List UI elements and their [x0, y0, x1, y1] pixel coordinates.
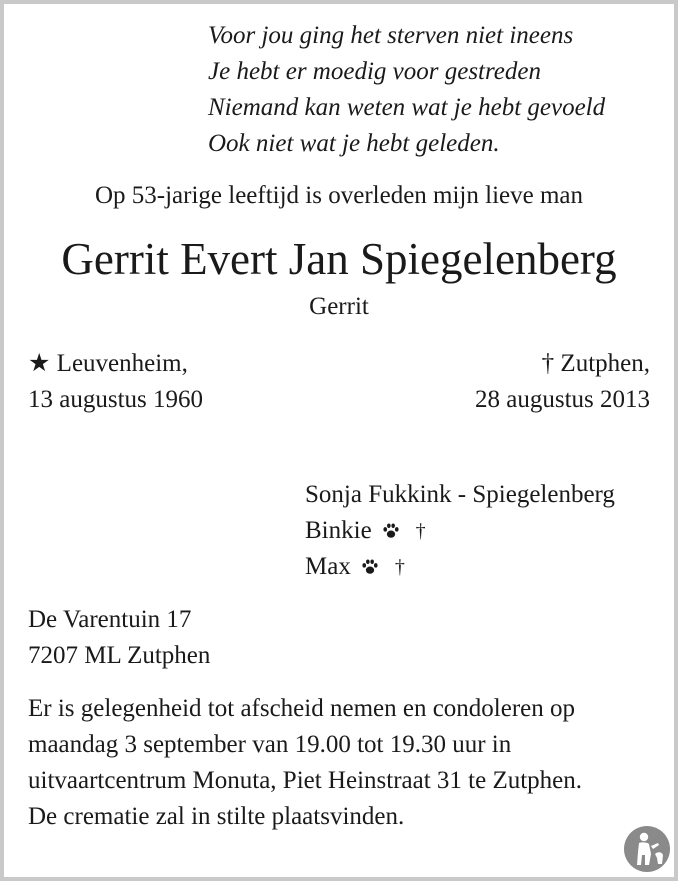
death-info — [475, 346, 650, 418]
intro-text: Op 53-jarige leeftijd is overleden mijn lieve man — [94, 182, 584, 209]
pet-name: Binkie — [305, 517, 372, 544]
address-city: 7207 ML Zutphen — [28, 642, 211, 669]
address-street: De Varentuin 17 — [28, 606, 192, 633]
death-date: 28 augustus 2013 — [475, 386, 650, 413]
paw-icon — [361, 558, 379, 576]
notice-line: maandag 3 september van 19.00 tot 19.30 uur in — [28, 731, 512, 758]
pet-row — [305, 513, 615, 549]
notice-line: uitvaartcentrum Monuta, Piet Heinstraat 31 te Zutphen. — [28, 767, 583, 794]
star-icon: ★ — [28, 350, 51, 377]
poem-line: Je hebt er moedig voor gestreden — [208, 58, 541, 85]
pet-row — [305, 549, 615, 585]
pet-name: Max — [305, 553, 351, 580]
poem-line: Voor jou ging het sterven niet ineens — [208, 22, 574, 49]
death-place: Zutphen, — [560, 350, 650, 377]
birth-place: Leuvenheim, — [56, 350, 188, 377]
family-list — [305, 477, 615, 585]
spouse-name: Sonja Fukkink - Spiegelenberg — [305, 481, 615, 508]
birth-date: 13 augustus 1960 — [28, 386, 203, 413]
funeral-notice — [28, 691, 582, 835]
cross-icon: † — [415, 520, 426, 542]
cross-icon: † — [541, 350, 555, 377]
cross-icon: † — [394, 556, 405, 578]
notice-line: De crematie zal in stilte plaatsvinden. — [28, 803, 405, 830]
poem-line: Ook niet wat je hebt geleden. — [208, 130, 500, 157]
poem — [208, 18, 605, 162]
deceased-full-name: Gerrit Evert Jan Spiegelenberg — [61, 234, 617, 284]
poem-line: Niemand kan weten wat je hebt gevoeld — [208, 94, 606, 121]
deceased-nickname: Gerrit — [309, 293, 369, 320]
address — [28, 602, 210, 674]
birth-info — [28, 346, 203, 418]
paw-icon — [382, 522, 400, 540]
notice-line: Er is gelegenheid tot afscheid nemen en condoleren op — [28, 695, 576, 722]
watermark-logo-icon — [622, 824, 672, 874]
